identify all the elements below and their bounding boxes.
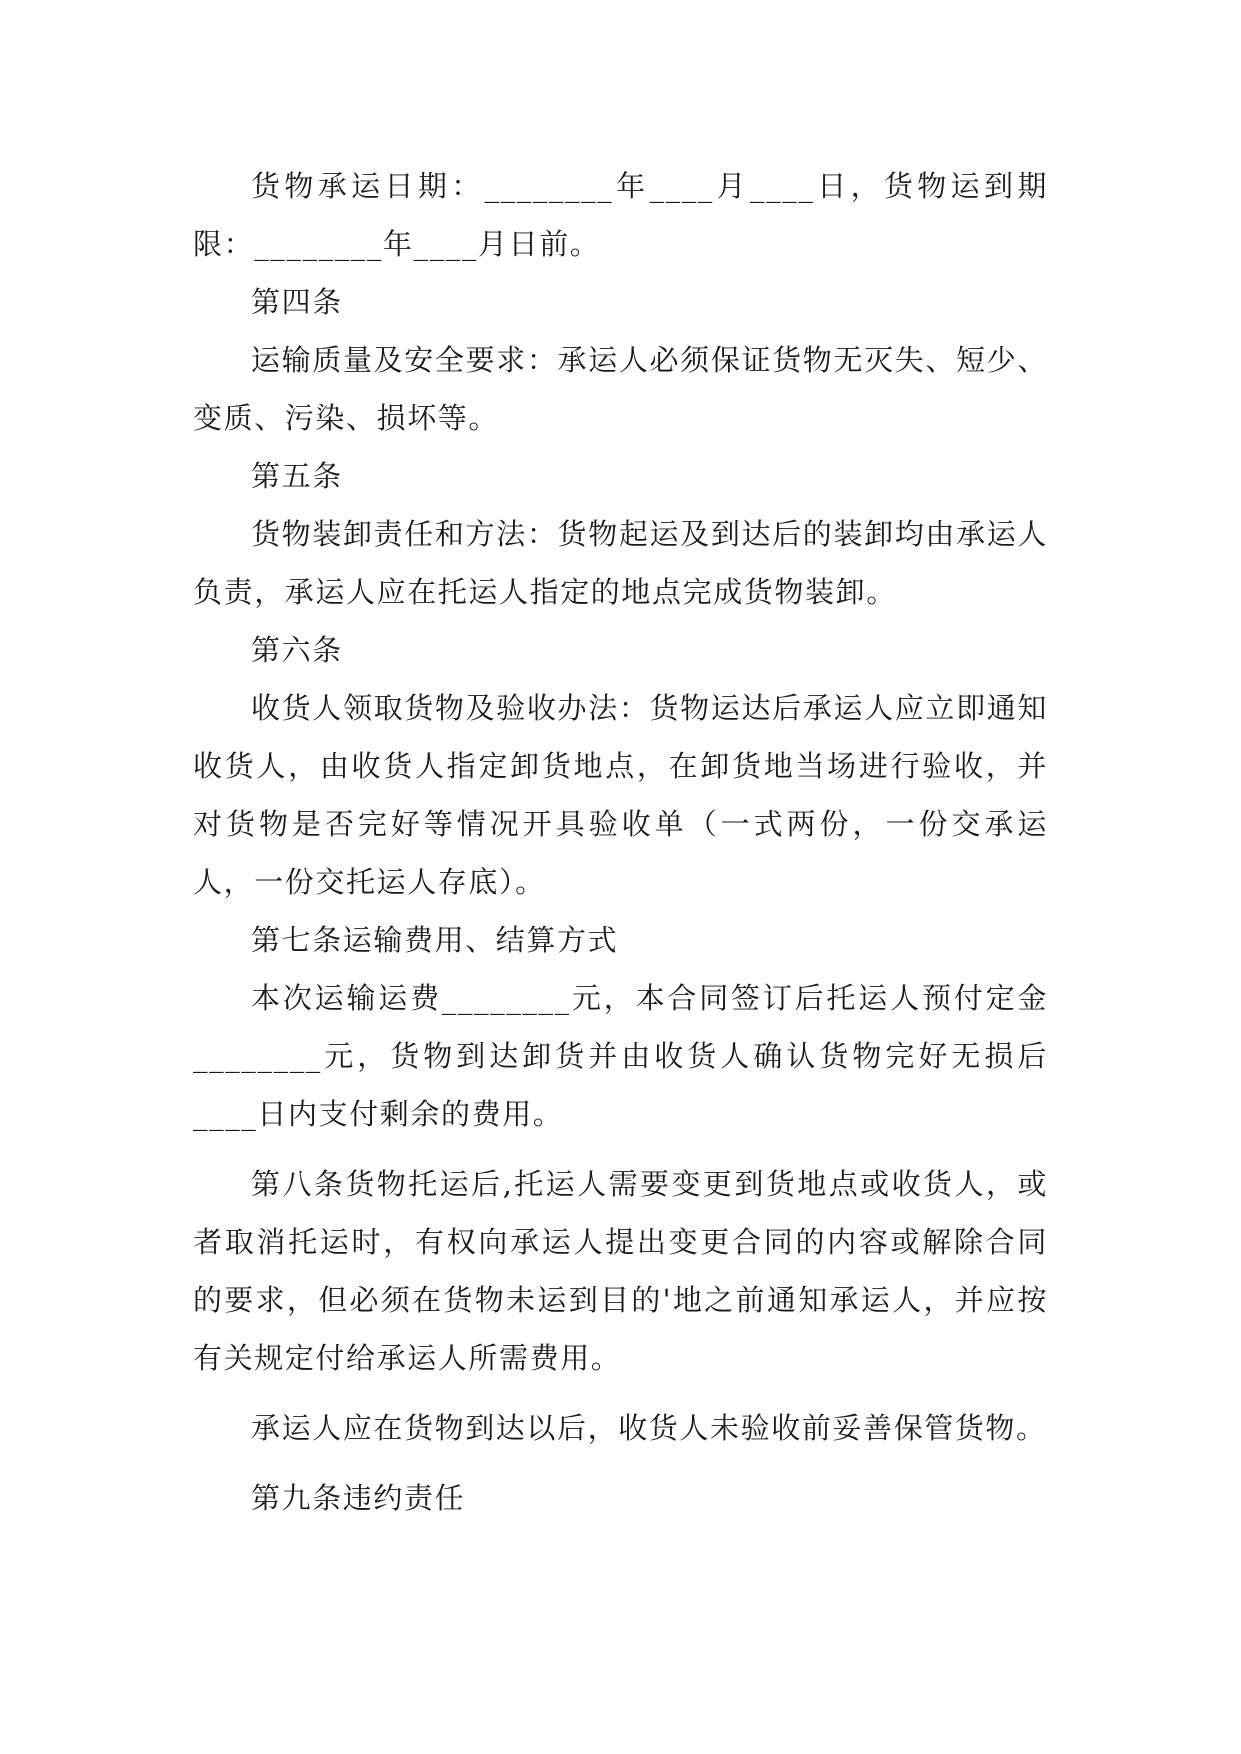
paragraph-freight-payment: 本次运输运费________元，本合同签订后托运人预付定金________元，货物到达卸货并由收货人确认货物完好无损后____日内支付剩余的费用。 xyxy=(193,981,1048,1131)
paragraph-shipping-dates: 货物承运日期：________年____月____日，货物运到期限：________年____月日前。 xyxy=(193,169,1048,261)
article-5-heading: 第五条 xyxy=(251,459,343,493)
paragraph-quality-safety: 运输质量及安全要求：承运人必须保证货物无灭失、短少、变质、污染、损坏等。 xyxy=(193,343,1048,435)
paragraph-loading-unloading: 货物装卸责任和方法：货物起运及到达后的装卸均由承运人负责，承运人应在托运人指定的地点完成货物装卸。 xyxy=(193,517,1048,609)
article-7-heading: 第七条运输费用、结算方式 xyxy=(251,923,619,957)
article-6-heading: 第六条 xyxy=(251,633,343,667)
article-4-heading: 第四条 xyxy=(251,285,343,319)
paragraph-receipt-inspection: 收货人领取货物及验收办法：货物运达后承运人应立即通知收货人，由收货人指定卸货地点，在卸货地当场进行验收，并对货物是否完好等情况开具验收单（一式两份，一份交承运人，一份交托运人存底）。 xyxy=(193,691,1048,899)
article-9-heading: 第九条违约责任 xyxy=(251,1481,466,1515)
paragraph-article-8-changes: 第八条货物托运后,托运人需要变更到货地点或收货人，或者取消托运时，有权向承运人提出变更合同的内容或解除合同的要求，但必须在货物未运到目的'地之前通知承运人，并应按有关规定付给承运人所需费用。 xyxy=(193,1167,1048,1375)
paragraph-custody: 承运人应在货物到达以后，收货人未验收前妥善保管货物。 xyxy=(251,1411,1047,1445)
document-body xyxy=(193,157,1048,1527)
